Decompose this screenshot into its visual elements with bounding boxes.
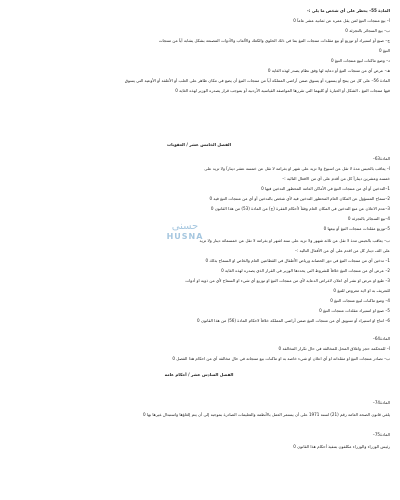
article-63-clause-a: أ– يعاقب بالحبس مدة لا تقل عن اسبوع ولا تزيد على شهر او بغرامة لا تقل عن خمسة عشر ديناراً ولا تزيد على bbox=[204, 166, 390, 171]
husna-watermark bbox=[150, 222, 220, 241]
article-55-clause-d: د– وضع ماكنات لبيع منتجات التبغ 0 bbox=[331, 58, 390, 63]
article-63-b-item-5: 5– صنع او استيراد مقلدات منتجات التبغ 0 bbox=[319, 308, 390, 313]
article-63-a-item-5: 5–توزيع مقلدات منتجات التبغ أو بيعها 0 bbox=[323, 226, 390, 231]
article-63-clause-b: ب– يعاقب بالحبس مدة لا تقل عن ثلاثة شهور ولا تزيد على ستة اشهر او بغرامة لا تقل عن خمسمائة دينار ولا تزيد bbox=[199, 238, 390, 243]
article-63-a-item-2: 2–سماح المسؤول عن المكان العام المحظور التدخين فيه لأي شخص بالتدخين أو أي من منتجات التبغ فيه 0 bbox=[209, 196, 390, 201]
article-56-text: المادة 56– على كل من ينتج أو يستورد أو يسوق ضمن أراضي المملكة أياً من منتجات التبغ أن يضع في مكان ظاهر على العلب أو الأغلفة أو الأوعية التي يسوق bbox=[124, 78, 390, 83]
article-63-a-item-4: 4–بيع السجائر بالتجزئة 0 bbox=[347, 216, 390, 221]
article-63-clause-b-cont: على الف دينار كل من اقدم على أي من الأفعال التالية :– bbox=[294, 248, 390, 253]
article-75-heading: المادة75– bbox=[372, 432, 390, 437]
chapter-15-heading: الفصل الخامس عشر / العقوبات bbox=[167, 142, 231, 147]
article-55-heading: المادة 55– يحظر على أي شخص ما يلي :- bbox=[306, 8, 390, 13]
article-64-clause-b: ب– تصادر منتجات التبغ او مقلداته او أي اعلان او شيء خاصة به او ماكنات بيع منتجاته في حال مخالفة أي من احكام هذا الفصل 0 bbox=[172, 356, 390, 361]
article-55-clause-c-cont: التبغ 0 bbox=[379, 48, 390, 53]
article-63-b-item-2: 2– عرض أي من منتجات التبغ خلافاً للشروط التي يحددها الوزير في القرار الذي يصدره لهذه الغاية 0 bbox=[221, 268, 390, 273]
watermark-latin-text: HUSNA bbox=[166, 232, 204, 241]
article-63-b-item-4: 4– وضع ماكنات لبيع منتجات التبغ 0 bbox=[330, 298, 390, 303]
article-55-clause-e: هـ– عرض أي من منتجات التبغ أو دعاية لها وفق نظام يصدر لهذه الغاية 0 bbox=[267, 68, 390, 73]
article-64-clause-a: أ– للمحكمة حجز واغلاق المحل للمخالفة في حال تكرار المخالفة 0 bbox=[278, 346, 390, 351]
article-63-heading: المادة63– bbox=[372, 156, 390, 161]
article-64-heading: المادة64– bbox=[372, 336, 390, 341]
article-63-a-item-3: 3–عدم الاعلان عن منع التدخين في المكان العام وفقاً لأحكام الفقرة (ج) من المادة (53) من هذا القانون 0 bbox=[210, 206, 390, 211]
article-55-clause-c: ج– صنع أو استيراد أو توزيع أو بيع مقلدات منتجات التبغ بما في ذلك الحلوى والكعك والألعاب والأدوات المصنعة بشكل يشابه أياً من منتجات bbox=[158, 38, 390, 43]
article-56-text-cont: فيها منتجات التبغ ، الشكل أو العبارة أو كليهما التي تقررها المواصفة القياسية الأردنية أو بموجب قرار يصدره الوزير لهذه الغاية 0 bbox=[175, 88, 390, 93]
article-63-b-item-1: 1– تدخين أي من منتجات التبغ في دور الحضانة ورياض الأطفال في القطاعين العام والخاص او السماح بذلك 0 bbox=[205, 258, 390, 263]
chapter-16-heading: الفصل السادس عشر / أحكام عامة bbox=[164, 372, 234, 377]
article-55-clause-a: أ– بيع منتجات التبغ لمن يقل عمره عن ثمانية عشر عاماً 0 bbox=[293, 18, 390, 23]
article-55-clause-b: ب– بيع السجائر بالتجزئة 0 bbox=[345, 28, 390, 33]
article-74-heading: المادة74– bbox=[372, 400, 390, 405]
article-63-b-item-6: 6– انتاج او استيراد أو تسويق أي من منتجات التبغ ضمن أراضي المملكة خلافاً لاحكام المادة (56) من هذا القانون 0 bbox=[197, 318, 390, 323]
article-63-b-item-3-cont: للتعريف به او لاية معروض للتبغ 0 bbox=[333, 288, 390, 293]
article-63-a-item-1: 1–التدخين أو أي من منتجات التبغ في الأماكن العامة المحظور التدخين فيها 0 bbox=[261, 186, 390, 191]
article-74-text: يلغي قانون الصحة العامة رقم (21) لسنة 1971 على أن يستمر العمل بالأنظمة والتعليمات الصادرة بموجبه إلى أن يتم إلغاؤها واستبدال غيرها بها 0 bbox=[142, 412, 390, 417]
article-63-clause-a-cont: خمسة وعشرين ديناراً كل من أقدم على أي من الافعال التالية :– bbox=[282, 176, 390, 181]
watermark-arabic-text: حسنى bbox=[171, 221, 199, 232]
article-75-text: رئيس الوزراء والوزراء مكلفون بتنفيذ أحكام هذا القانون 0 bbox=[293, 444, 390, 449]
article-63-b-item-3: 3– طبع او عرض او نشر أي اعلان لاغراض الدعاية لأي من منتجات التبغ او توزيع أي شيء او السماح لأي من ذويه او أدوات bbox=[185, 278, 390, 283]
